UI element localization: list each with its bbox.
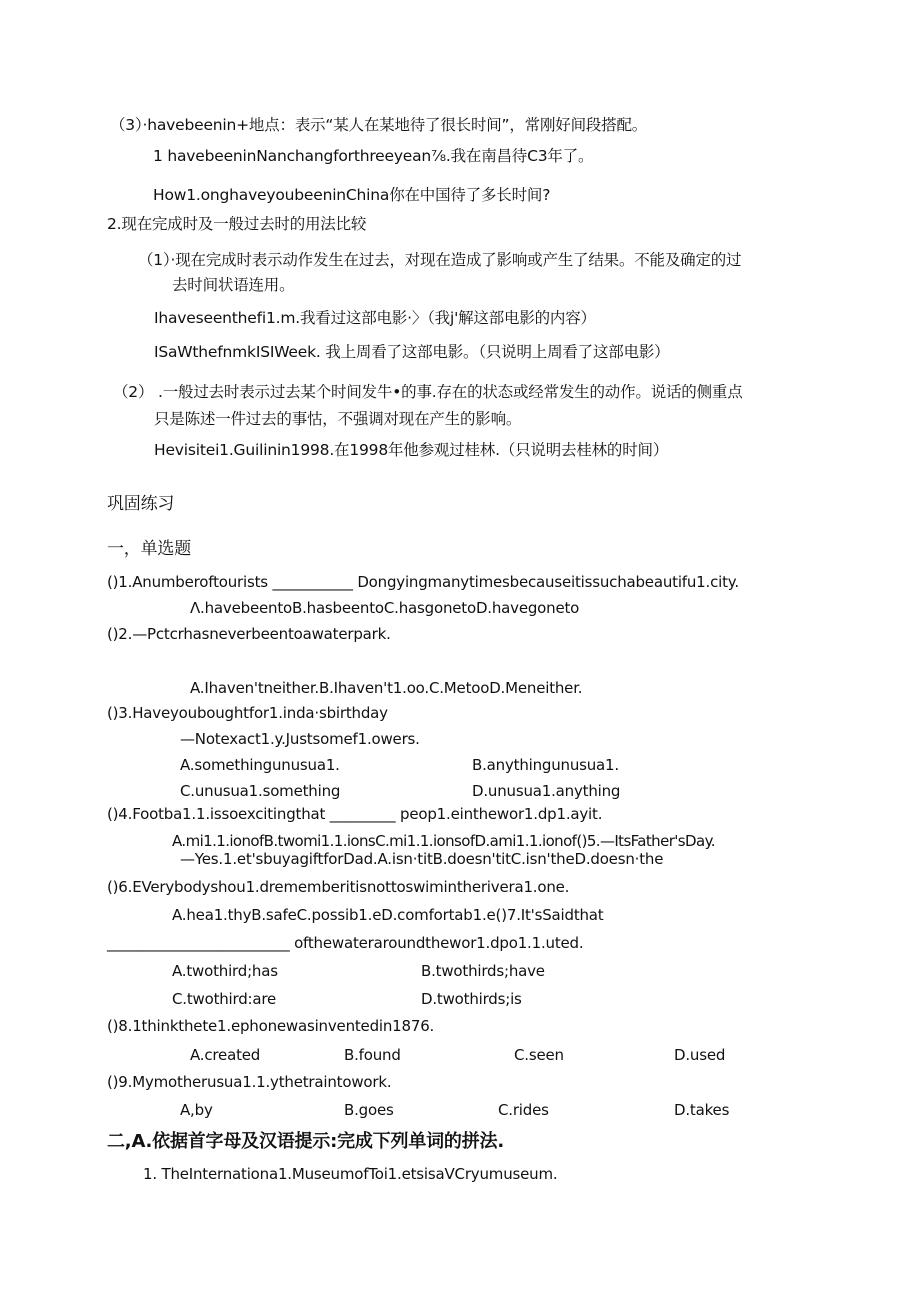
question-7-cont: _________________________ ofthewateraroundthewor1.dpo1.1.uted. bbox=[107, 934, 584, 952]
grammar-note-2: （2） .一般过去时表示过去某个时间发牛•的事.存在的状态或经常发生的动作。说话的侧重点 bbox=[113, 383, 743, 401]
question-3: ()3.Haveyouboughtfor1.inda·sbirthday bbox=[107, 704, 388, 722]
option-b: B.anythingunusua1. bbox=[472, 756, 619, 774]
question-5-reply-options: —Yes.1.et'sbuyagiftforDad.A.isn·titB.doesn'titC.isn'theD.doesn·the bbox=[180, 850, 664, 868]
example-sentence: 1 havebeeninNanchangforthreeyean⅞.我在南昌待C3年了。 bbox=[153, 147, 594, 165]
question-1: ()1.Anumberoftourists ___________ Dongyingmanytimesbecauseitissuchabeautifu1.city. bbox=[107, 573, 739, 591]
question-2: ()2.—Pctcrhasneverbeentoawaterpark. bbox=[107, 625, 391, 643]
option-b: B.twothirds;have bbox=[421, 962, 545, 980]
exercise-title: 巩固练习 bbox=[107, 494, 175, 514]
spelling-item-1: 1. TheInternationa1.MuseumofToi1.etsisaVCryumuseum. bbox=[143, 1165, 558, 1183]
option-c: C.rides bbox=[498, 1101, 549, 1119]
option-d: D.takes bbox=[674, 1101, 730, 1119]
example-sentence: Ihaveseenthefi1.m.我看过这部电影·〉（我j'解这部电影的内容） bbox=[154, 309, 596, 327]
grammar-note-1: （1）·现在完成时表示动作发生在过去，对现在造成了影响或产生了结果。不能及确定的过 bbox=[138, 251, 742, 269]
question-6-options-question-7: A.hea1.thyB.safeC.possib1.eD.comfortab1.e()7.It'sSaidthat bbox=[172, 906, 604, 924]
question-6: ()6.EVerybodyshou1.drememberitisnottoswimintherivera1.one. bbox=[107, 878, 570, 896]
option-d: D.twothirds;is bbox=[421, 990, 522, 1008]
option-a: A.twothird;has bbox=[172, 962, 278, 980]
grammar-note-1-cont: 去时间状语连用。 bbox=[172, 276, 295, 294]
question-9: ()9.Mymotherusua1.1.ythetraintowork. bbox=[107, 1073, 392, 1091]
option-a: A,by bbox=[180, 1101, 213, 1119]
question-8: ()8.1thinkthete1.ephonewasinventedin1876. bbox=[107, 1017, 435, 1035]
example-sentence: How1.onghaveyoubeeninChina你在中国待了多长时间? bbox=[153, 186, 551, 204]
option-a: A.somethingunusua1. bbox=[180, 756, 340, 774]
option-b: B.found bbox=[344, 1046, 401, 1064]
option-c: C.twothird:are bbox=[172, 990, 277, 1008]
option-c: C.unusua1.something bbox=[180, 782, 341, 800]
question-2-options: A.Ihaven'tneither.B.Ihaven't1.oo.C.MetooD.Meneither. bbox=[190, 679, 583, 697]
example-sentence: ISaWthefnmkISIWeek. 我上周看了这部电影。（只说明上周看了这部电影） bbox=[154, 343, 670, 361]
section-heading: 2.现在完成时及一般过去时的用法比较 bbox=[107, 215, 367, 233]
option-d: D.used bbox=[674, 1046, 726, 1064]
section-heading-single-choice: 一，单选题 bbox=[107, 539, 191, 559]
section-heading-spelling: 二,A.依据首字母及汉语提示:完成下列单词的拼法. bbox=[107, 1131, 504, 1152]
grammar-note-2-cont: 只是陈述一件过去的事怙，不强调对现在产生的影响。 bbox=[154, 410, 522, 428]
option-a: A.created bbox=[190, 1046, 261, 1064]
example-sentence: Hevisitei1.Guilinin1998.在1998年他参观过桂林.（只说明去桂林的时间） bbox=[154, 441, 669, 459]
question-4: ()4.Footba1.1.issoexcitingthat _________ peop1.einthewor1.dp1.ayit. bbox=[107, 805, 603, 823]
grammar-note-3: （3）·havebeenin+地点：表示“某人在某地待了很长时间”，常刚好间段搭配。 bbox=[110, 116, 648, 134]
question-4-options-question-5: A.mi1.1.ionofB.twomi1.1.ionsC.mi1.1.ionsofD.ami1.1.ionof()5.—ItsFather'sDay. bbox=[172, 832, 715, 850]
question-1-options: Λ.havebeentoB.hasbeentoC.hasgonetoD.havegoneto bbox=[190, 599, 580, 617]
option-d: D.unusua1.anything bbox=[472, 782, 621, 800]
option-b: B.goes bbox=[344, 1101, 394, 1119]
option-c: C.seen bbox=[514, 1046, 564, 1064]
question-3-reply: —Notexact1.y.Justsomef1.owers. bbox=[180, 730, 420, 748]
